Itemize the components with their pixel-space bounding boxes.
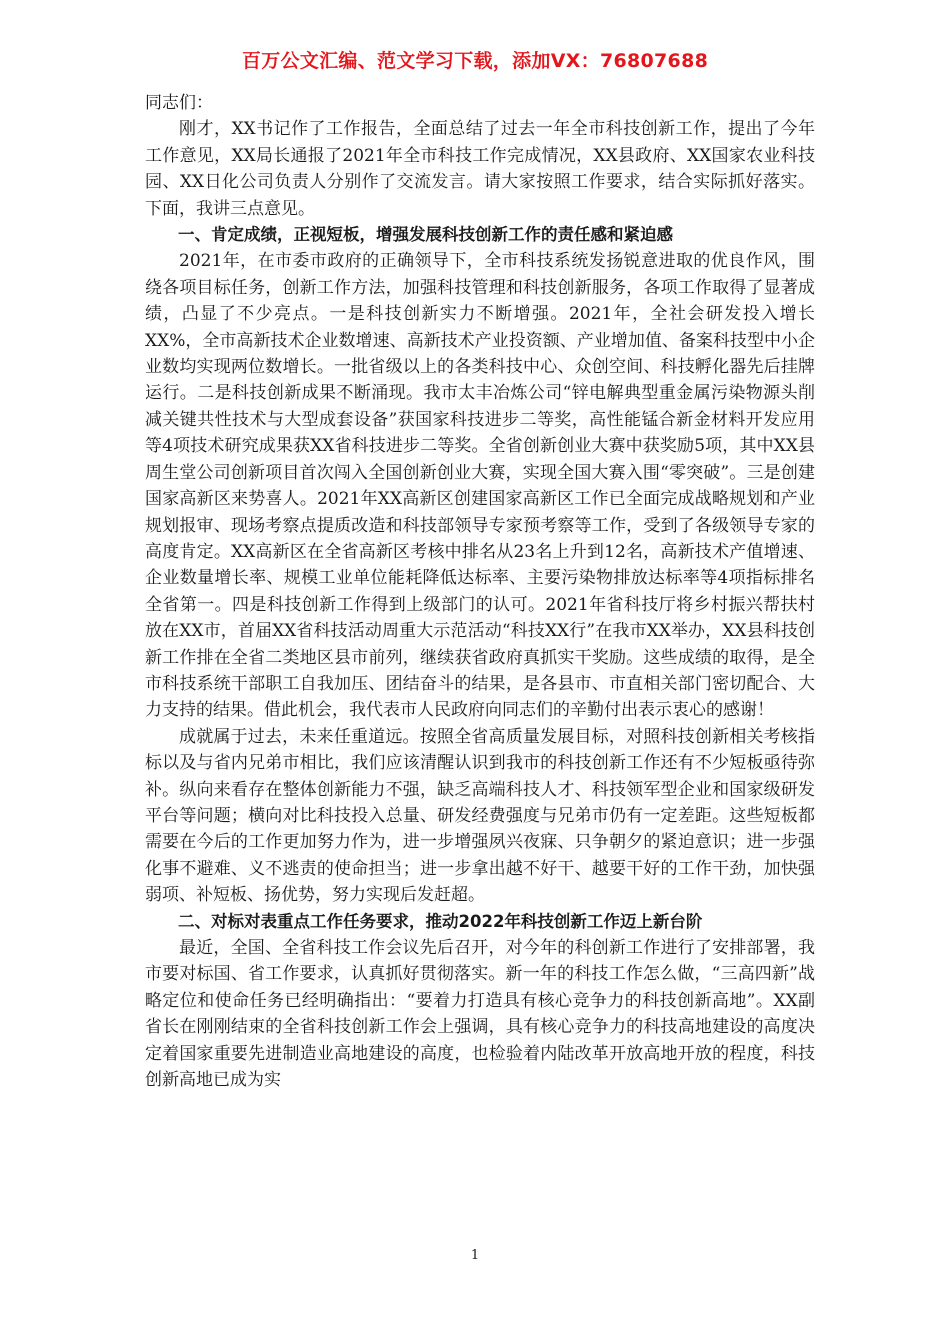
page-number: 1	[470, 1248, 480, 1263]
section-heading-1: 一、肯定成绩，正视短板，增强发展科技创新工作的责任感和紧迫感	[178, 225, 673, 245]
document-body	[145, 90, 815, 1093]
paragraph-tasks: 最近，全国、全省科技工作会议先后召开，对今年的科创新工作进行了安排部署，我市要对标国、省工作要求，认真抓好贯彻落实。新一年的科技工作怎么做，“三高四新”战略定位和使命任务已经明确指出：“要着力打造具有核心竞争力的科技创新高地”。XX副省长在刚刚结束的全省科技创新工作会上强调，具有核心竞争力的科技高地建设的高度决定着国家重要先进制造业高地建设的高度，也检验着内陆改革开放高地开放的程度，科技创新高地已成为实	[145, 938, 815, 1091]
paragraph-achievements: 2021年，在市委市政府的正确领导下，全市科技系统发扬锐意进取的优良作风，围绕各项目标任务，创新工作方法，加强科技管理和科技创新服务，各项工作取得了显著成绩，凸显了不少亮点。一是科技创新实力不断增强。2021年，全社会研发投入增长XX%，全市高新技术企业数增速、高新技术产业投资额、产业增加值、备案科技型中小企业数均实现两位数增长。一批省级以上的各类科技中心、众创空间、科技孵化器先后挂牌运行。二是科技创新成果不断涌现。我市太丰冶炼公司“锌电解典型重金属污染物源头削减关键共性技术与大型成套设备”获国家科技进步二等奖，高性能锰合新金材料开发应用等4项技术研究成果获XX省科技进步二等奖。全省创新创业大赛中获奖励5项，其中XX县周生堂公司创新项目首次闯入全国创新创业大赛，实现全国大赛入围“零突破”。三是创建国家高新区来势喜人。2021年XX高新区创建国家高新区工作已全面完成战略规划和产业规划报审、现场考察点提质改造和科技部领导专家预考察等工作，受到了各级领导专家的高度肯定。XX高新区在全省高新区考核中排名从23名上升到12名，高新技术产值增速、企业数量增长率、规模工业单位能耗降低达标率、主要污染物排放达标率等4项指标排名全省第一。四是科技创新工作得到上级部门的认可。2021年省科技厅将乡村振兴帮扶村放在XX市，首届XX省科技活动周重大示范活动“科技XX行”在我市XX举办，XX县科技创新工作排在全省二类地区县市前列，继续获省政府真抓实干奖励。这些成绩的取得，是全市科技系统干部职工自我加压、团结奋斗的结果，是各县市、市直相关部门密切配合、大力支持的结果。借此机会，我代表市人民政府向同志们的辛勤付出表示衷心的感谢！	[145, 251, 815, 721]
salutation: 同志们：	[145, 93, 213, 113]
paragraph-shortcomings: 成就属于过去，未来任重道远。按照全省高质量发展目标，对照科技创新相关考核指标以及与省内兄弟市相比，我们应该清醒认识到我市的科技创新工作还有不少短板亟待弥补。纵向来看存在整体创新能力不强，缺乏高端科技人才、科技领军型企业和国家级研发平台等问题；横向对比科技投入总量、研发经费强度与兄弟市仍有一定差距。这些短板都需要在今后的工作更加努力作为，进一步增强夙兴夜寐、只争朝夕的紧迫意识；进一步强化事不避难、义不逃责的使命担当；进一步拿出越不好干、越要干好的工作干劲，加快强弱项、补短板、扬优势，努力实现后发赶超。	[145, 726, 815, 906]
paragraph-intro: 刚才，XX书记作了工作报告，全面总结了过去一年全市科技创新工作，提出了今年工作意见，XX局长通报了2021年全市科技工作完成情况，XX县政府、XX国家农业科技园、XX日化公司负责人分别作了交流发言。请大家按照工作要求，结合实际抓好落实。下面，我讲三点意见。	[145, 119, 815, 219]
watermark-banner: 百万公文汇编、范文学习下载，添加VX：76807688	[241, 50, 709, 72]
section-heading-2: 二、对标对表重点工作任务要求，推动2022年科技创新工作迈上新台阶	[178, 911, 703, 931]
